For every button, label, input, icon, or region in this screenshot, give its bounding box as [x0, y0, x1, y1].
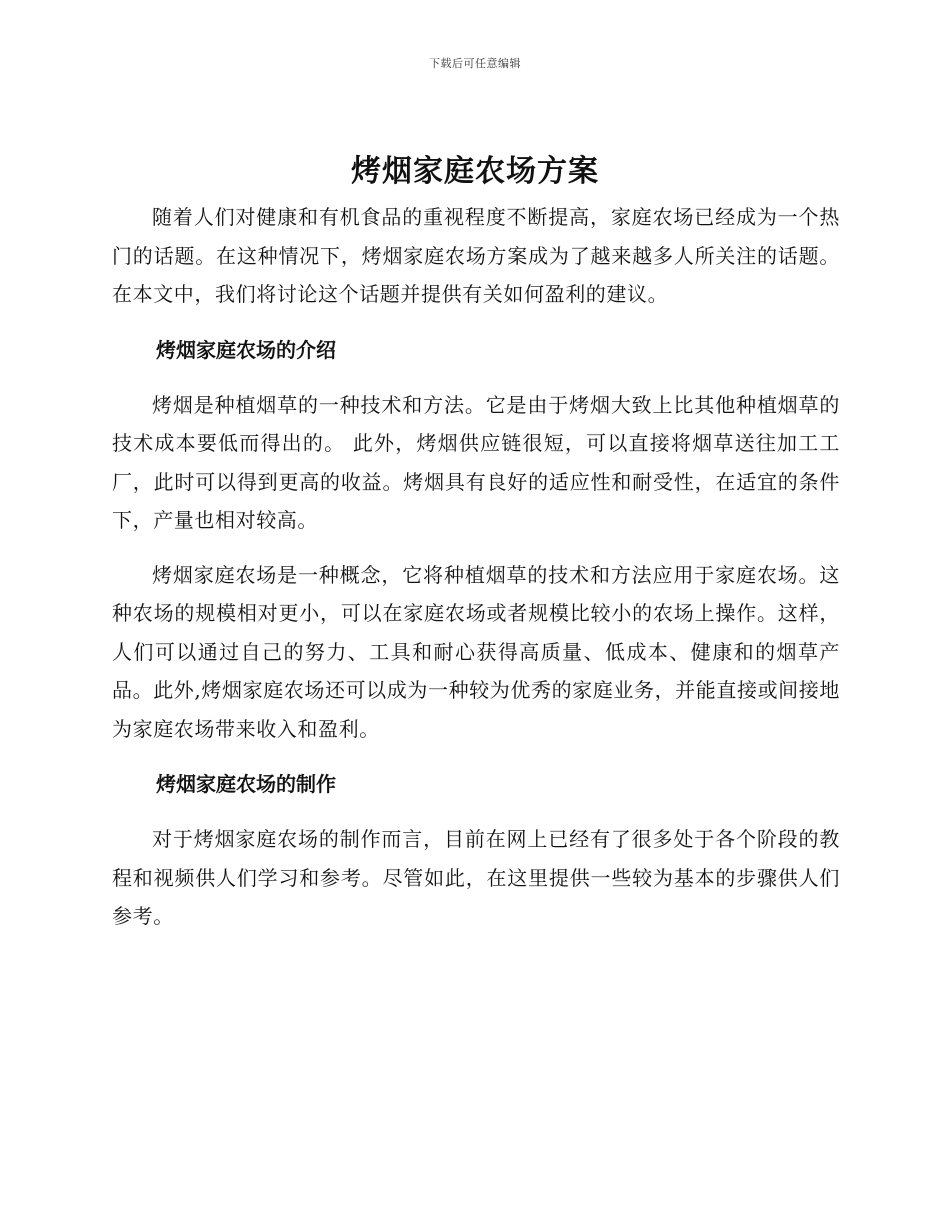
- document-title: 烤烟家庭农场方案: [351, 154, 599, 189]
- paragraph-3: 对于烤烟家庭农场的制作而言，目前在网上已经有了很多处于各个阶段的教程和视频供人们学习和参考。尽管如此，在这里提供一些较为基本的步骤供人们参考。: [112, 827, 840, 928]
- paragraph-1: 烤烟是种植烟草的一种技术和方法。它是由于烤烟大致上比其他种植烟草的技术成本要低而得出的。 此外，烤烟供应链很短，可以直接将烟草送往加工工厂，此时可以得到更高的收益。烤烟具有良好的适应性和耐受性，在适宜的条件下，产量也相对较高。: [112, 392, 840, 532]
- document-body: [112, 198, 840, 952]
- paragraph-2: 烤烟家庭农场是一种概念，它将种植烟草的技术和方法应用于家庭农场。这种农场的规模相对更小，可以在家庭农场或者规模比较小的农场上操作。这样，人们可以通过自己的努力、工具和耐心获得高质量、低成本、健康和的烟草产品。此外,烤烟家庭农场还可以成为一种较为优秀的家庭业务，并能直接或间接地为家庭农场带来收入和盈利。: [112, 562, 840, 741]
- section-heading-production: 烤烟家庭农场的制作: [156, 772, 336, 796]
- intro-paragraph: 随着人们对健康和有机食品的重视程度不断提高，家庭农场已经成为一个热门的话题。在这种情况下，烤烟家庭农场方案成为了越来越多人所关注的话题。在本文中，我们将讨论这个话题并提供有关如何盈利的建议。: [112, 205, 840, 306]
- header-note: 下载后可任意编辑: [429, 57, 521, 70]
- section-heading-intro: 烤烟家庭农场的介绍: [156, 337, 336, 362]
